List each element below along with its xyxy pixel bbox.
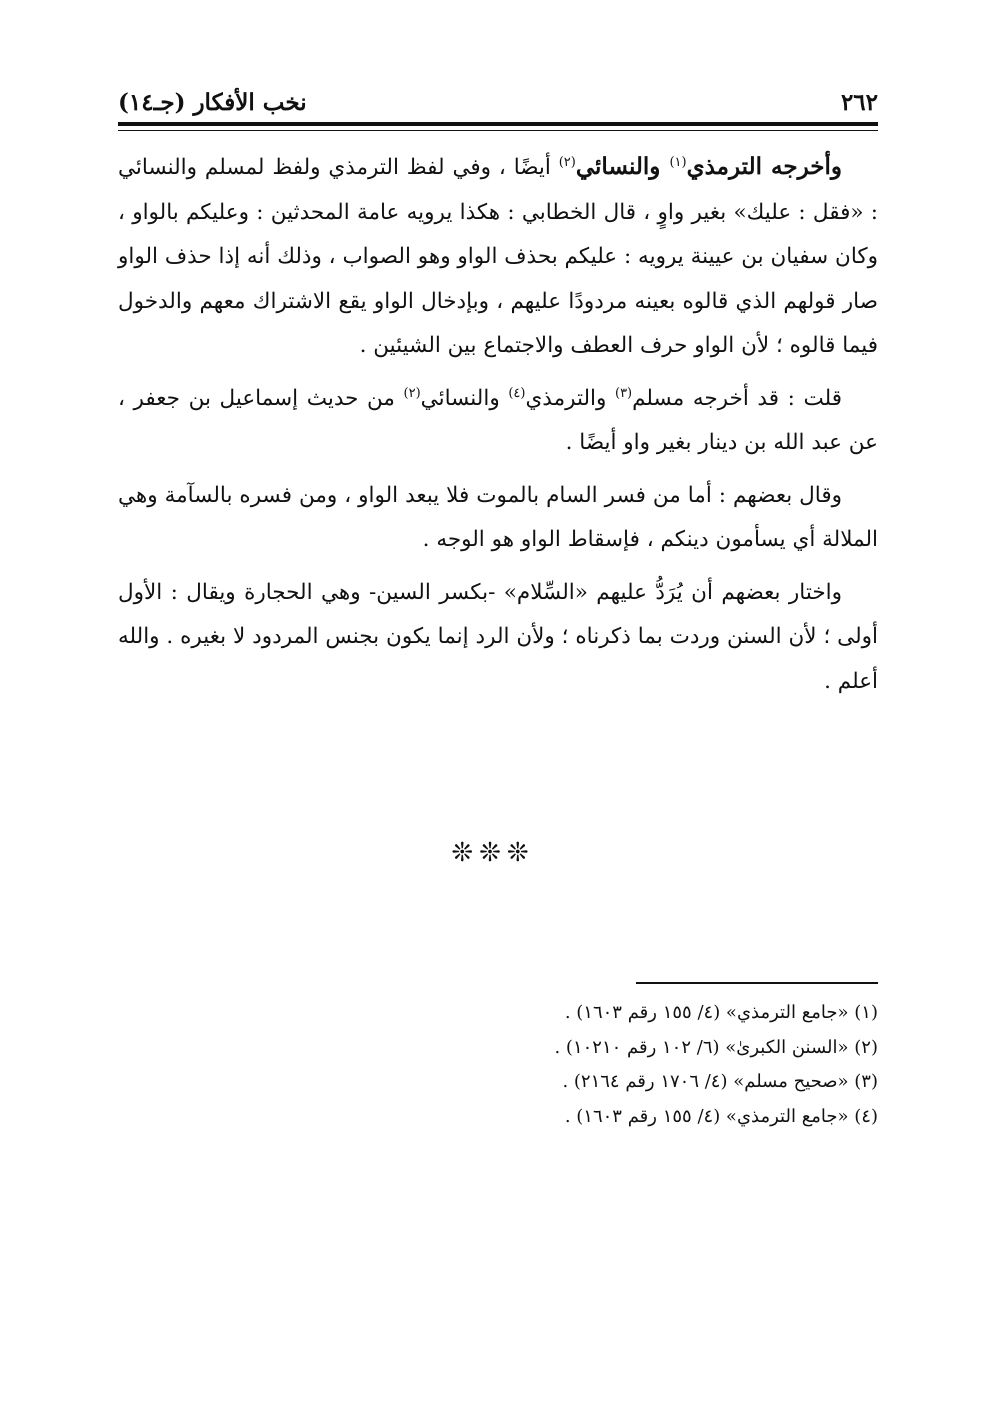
- paragraph-3: وقال بعضهم : أما من فسر السام بالموت فلا يبعد الواو ، ومن فسره بالسآمة وهي الملالة أي يسأمون دينكم ، فإسقاط الواو هو الوجه .: [118, 482, 878, 552]
- footnote-ref-3: (٣): [614, 385, 633, 401]
- paragraph-1-lead-2: والنسائي: [575, 153, 670, 180]
- paragraph-1-text: أيضًا ، وفي لفظ الترمذي ولفظ لمسلم والنسائي : «فقل : عليك» بغير واوٍ ، قال الخطابي : هكذا يرويه عامة المحدثين : وعليكم بالواو ، وكان سفيان بن عيينة يرويه : عليكم بحذف الواو وهو الصواب ، وذلك أنه إذا حذف الواو صار قولهم الذي قالوه بعينه مردودًا عليهم ، وبإدخال الواو يقع الاشتراك معهم والدخول فيما قالوه ؛ لأن الواو حرف العطف والاجتماع بين الشيئين .: [118, 155, 878, 358]
- footnote-rule: [636, 982, 878, 984]
- page-number: ٢٦٢: [840, 88, 878, 116]
- paragraph-4: واختار بعضهم أن يُرَدُّ عليهم «السِّلام» -بكسر السين- وهي الحجارة ويقال : الأول أولى ؛ لأن السنن وردت بما ذكرناه ؛ ولأن الرد إنما يكون بجنس المردود لا بغيره . والله أعلم .: [118, 579, 878, 694]
- section-separator: ❊❊❊: [451, 838, 535, 868]
- paragraph-1-lead: وأخرجه الترمذي: [686, 153, 842, 180]
- paragraph-2-text-3: والنسائي: [420, 385, 509, 411]
- header-rule-thick: [118, 122, 878, 126]
- footnote-ref-2b: (٢): [403, 385, 421, 401]
- footnotes: [118, 996, 878, 1134]
- paragraph-2: [118, 377, 878, 466]
- footnote-4: (٤) «جامع الترمذي» (٤/ ١٥٥ رقم ١٦٠٣) .: [564, 1105, 878, 1127]
- footnote-3: (٣) «صحيح مسلم» (٤/ ١٧٠٦ رقم ٢١٦٤) .: [562, 1071, 878, 1092]
- footnote-ref-2: (٢): [558, 154, 576, 170]
- footnote-ref-4: (٤): [508, 385, 526, 401]
- header-rule-thin: [118, 130, 878, 131]
- footnote-ref-1: (١): [669, 154, 687, 170]
- footnote-2: (٢) «السنن الكبرىٰ» (٦/ ١٠٢ رقم ١٠٢١٠) .: [554, 1036, 878, 1058]
- book-title: نخب الأفكار (جـ١٤): [118, 88, 307, 116]
- paragraph-2-text-4: من حديث إسماعيل بن جعفر ، عن عبد الله بن دينار بغير واو أيضًا .: [118, 385, 878, 455]
- paragraph-1: [118, 145, 878, 369]
- footnote-1: (١) «جامع الترمذي» (٤/ ١٥٥ رقم ١٦٠٣) .: [564, 1002, 878, 1023]
- paragraph-2-text-2: والترمذي: [525, 385, 615, 411]
- page-header: [118, 84, 878, 120]
- main-text: [118, 145, 878, 712]
- paragraph-2-text-1: قلت : قد أخرجه مسلم: [632, 385, 842, 411]
